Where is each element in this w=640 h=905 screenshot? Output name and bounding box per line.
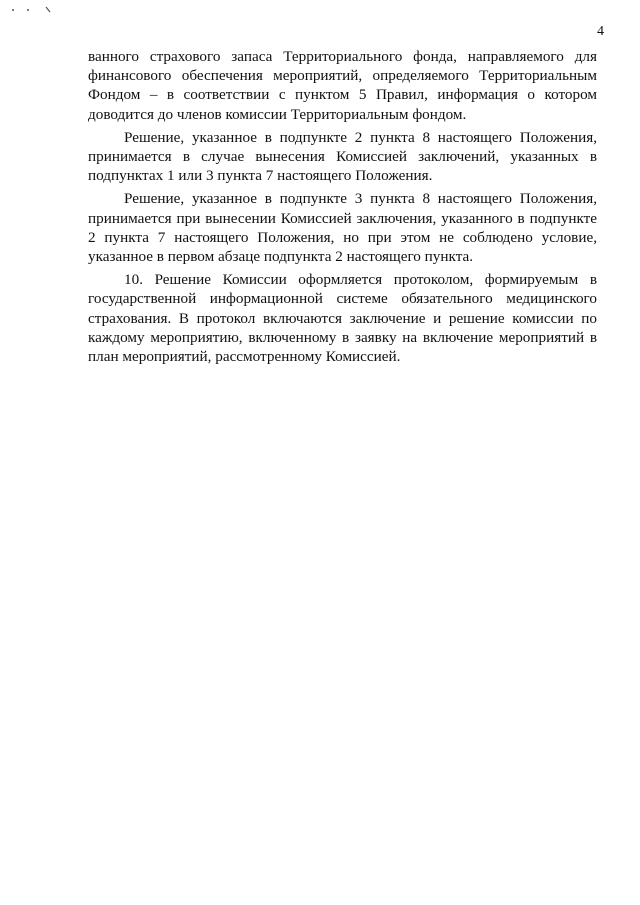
paragraph-decision-subpoint-2: Решение, указанное в подпункте 2 пункта 8 настоящего Положения, принимается в случае вынесения Комиссией заключений, указанных в подпунктах 1 или 3 пункта 7 настоящего Положения. <box>88 128 597 185</box>
page-number: 4 <box>597 24 604 39</box>
paragraph-decision-subpoint-3: Решение, указанное в подпункте 3 пункта 8 настоящего Положения, принимается при вынесении Комиссией заключения, указанного в подпункте 2 пункта 7 настоящего Положения, но при этом не соблюдено условие, указанное в первом абзаце подпункта 2 настоящего пункта. <box>88 190 597 266</box>
paragraph-continuation: ванного страхового запаса Территориального фонда, направляемого для финансового обеспечения мероприятий, определяемого Территориальным Фондом – в соответствии с пунктом 5 Правил, информация о котором доводится до членов комиссии Территориальным фондом. <box>88 48 597 123</box>
paragraph-item-10: 10. Решение Комиссии оформляется протоколом, формируемым в государственной информационной системе обязательного медицинского страхования. В протокол включаются заключение и решение комиссии по каждому мероприятию, включенному в заявку на включение мероприятий в план мероприятий, рассмотренному Комиссией. <box>88 271 597 366</box>
scan-artifact-marks <box>10 4 54 14</box>
document-body <box>88 47 597 366</box>
